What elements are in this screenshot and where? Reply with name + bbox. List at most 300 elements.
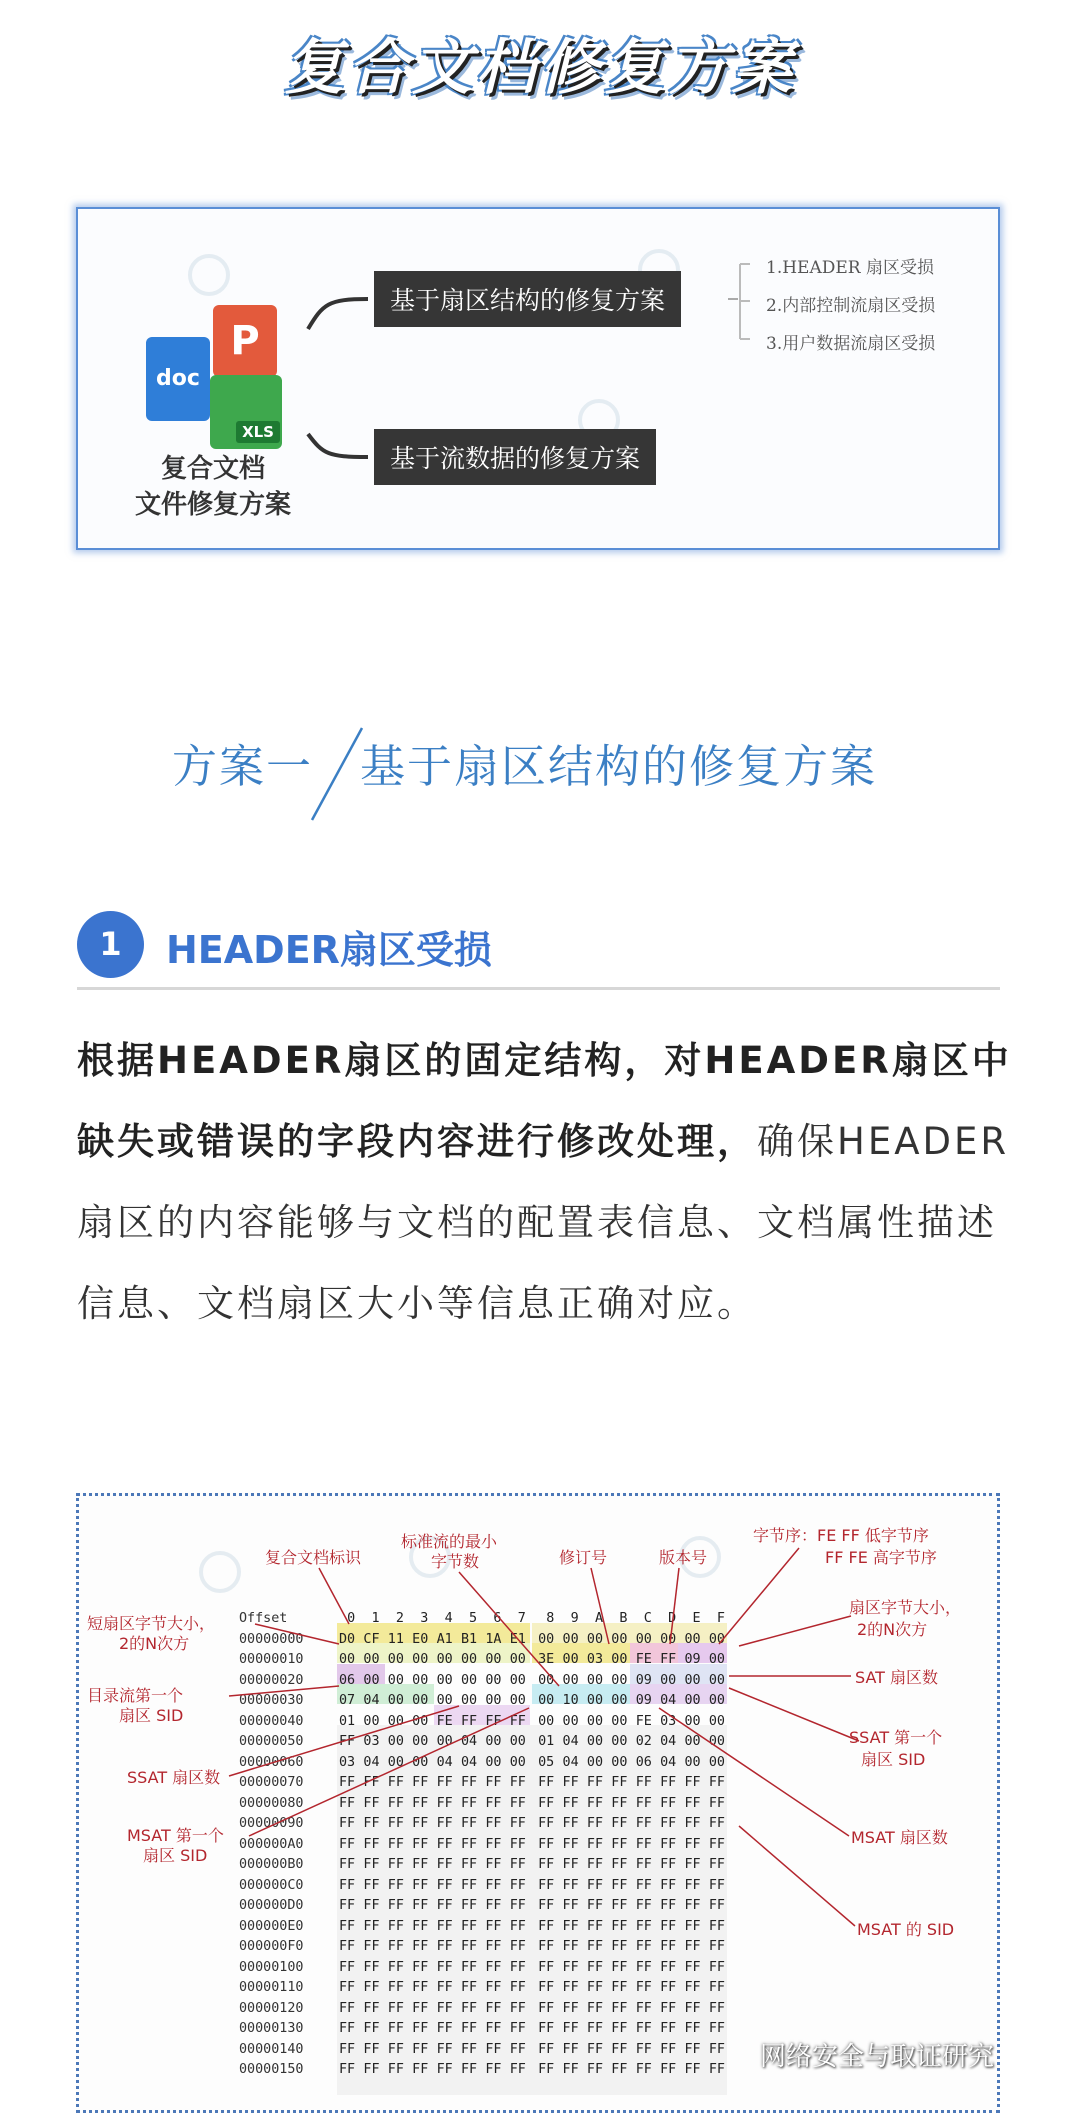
hex-byte: 03 (660, 1713, 677, 1729)
hex-byte: FF (387, 2021, 404, 2036)
annot-dir-first1: 目录流第一个 (87, 1686, 184, 1705)
hex-byte: FF (538, 1775, 555, 1790)
hex-byte: FF (611, 1795, 628, 1811)
hex-byte: 00 (708, 1754, 725, 1770)
hex-col-header: 9 (570, 1611, 579, 1626)
hex-byte: FF (708, 1898, 725, 1913)
hex-byte: FF (387, 1775, 404, 1790)
hex-byte: FF (708, 2000, 725, 2016)
paragraph-bold-part: 根据HEADER扇区的固定结构，对HEADER扇区中缺失或错误的字段内容进行修改处理， (77, 1039, 1012, 1163)
hex-byte: FF (684, 1775, 701, 1790)
hex-byte: FF (339, 2041, 356, 2057)
hex-byte: FF (460, 1918, 478, 1934)
hex-byte: FF (509, 1816, 526, 1831)
annot-min-std-stream2: 字节数 (431, 1552, 480, 1571)
hex-byte: FF (460, 1980, 478, 1995)
hex-byte: FF (509, 1939, 526, 1954)
banner-title: 复合文档修复方案 (284, 33, 796, 103)
hex-offset: 00000150 (239, 2062, 304, 2077)
hex-byte: 00 (708, 1734, 725, 1749)
hex-byte: FF (611, 1816, 628, 1831)
hex-byte: FF (708, 1836, 725, 1852)
hex-byte: FF (339, 1795, 356, 1811)
step-number-badge: 1 (77, 911, 144, 978)
hex-byte: FF (538, 2062, 555, 2077)
hex-byte: FF (586, 1795, 604, 1811)
hex-byte: FF (509, 1836, 526, 1852)
hex-byte: 00 (485, 1672, 502, 1688)
hex-byte: 00 (586, 1672, 604, 1688)
hex-byte: FF (509, 1713, 526, 1729)
hex-byte: FF (611, 2062, 628, 2077)
hex-byte: FF (611, 1877, 628, 1893)
hex-offset: 000000B0 (239, 1857, 304, 1872)
hex-byte: FF (387, 1857, 404, 1872)
hex-byte: FF (460, 1877, 478, 1893)
hex-byte: FF (485, 1836, 502, 1852)
hex-byte: 06 (635, 1754, 652, 1770)
hex-byte: FF (708, 2021, 725, 2036)
hex-byte: FF (635, 2062, 652, 2077)
hex-byte: 00 (412, 1693, 429, 1708)
hex-byte: FF (436, 1980, 453, 1995)
hex-byte: 00 (562, 1713, 579, 1729)
hex-byte: FF (436, 1959, 453, 1975)
hex-byte: 00 (387, 1754, 404, 1770)
hex-byte: FF (460, 2062, 478, 2077)
hex-byte: FF (387, 1980, 404, 1995)
hex-byte: FF (611, 2021, 628, 2036)
hex-byte: FF (708, 1795, 725, 1811)
hex-byte: FF (660, 1816, 677, 1831)
hex-byte: FF (485, 1816, 502, 1831)
hex-byte: FF (509, 2041, 526, 2057)
hex-col-header: 7 (517, 1611, 526, 1626)
hex-byte: 00 (586, 1734, 604, 1749)
hex-byte: FF (635, 1980, 652, 1995)
hex-byte: FF (485, 1939, 502, 1954)
hex-col-header: 2 (395, 1611, 404, 1626)
hex-byte: 00 (436, 1734, 453, 1749)
hex-byte: FF (684, 1918, 701, 1934)
hex-byte: FF (509, 2021, 526, 2036)
hex-col-header: D (668, 1611, 677, 1626)
hex-byte: 00 (611, 1672, 628, 1688)
hex-byte: FF (538, 1980, 555, 1995)
hex-byte: FF (538, 1836, 555, 1852)
hex-byte: FF (562, 1836, 579, 1852)
hex-byte: FF (660, 1795, 677, 1811)
hex-byte: 00 (436, 1652, 453, 1667)
hex-byte: 00 (387, 1734, 404, 1749)
hex-byte: FF (339, 1857, 356, 1872)
hex-offset: 00000130 (239, 2021, 304, 2036)
hex-byte: 09 (635, 1693, 652, 1708)
hex-byte: 00 (412, 1734, 429, 1749)
hex-offset: 00000090 (239, 1816, 304, 1831)
hex-byte: FF (635, 1836, 652, 1852)
hex-byte: FF (586, 1877, 604, 1893)
hex-byte: FF (660, 1877, 677, 1893)
annot-msat-first1: MSAT 第一个 (127, 1826, 224, 1845)
hex-byte: FF (562, 2041, 579, 2057)
hex-byte: FF (586, 1959, 604, 1975)
hex-byte: FF (460, 1816, 478, 1831)
hex-offset: 00000020 (239, 1672, 304, 1688)
hex-byte: 00 (684, 1754, 701, 1770)
hex-byte: FF (538, 2000, 555, 2016)
hex-col-header: B (619, 1611, 628, 1626)
annot-sector-size2: 2的N次方 (857, 1620, 928, 1639)
hex-byte: FF (363, 1898, 380, 1913)
hex-byte: FF (436, 2021, 453, 2036)
hex-byte: 00 (485, 1693, 502, 1708)
hex-byte: 04 (660, 1754, 677, 1770)
hex-offset: 00000040 (239, 1713, 304, 1729)
hex-byte: FF (485, 2021, 502, 2036)
hex-byte: 00 (509, 1734, 526, 1749)
hex-byte: FF (509, 1795, 526, 1811)
hex-byte: 00 (339, 1652, 356, 1667)
hex-byte: FF (660, 2062, 677, 2077)
hex-byte: FF (660, 1939, 677, 1954)
hex-byte: FF (538, 1939, 555, 1954)
hex-byte: FF (635, 1918, 652, 1934)
hex-byte: FE (635, 1713, 652, 1729)
hex-byte: FF (339, 1959, 356, 1975)
hex-byte: FF (509, 1918, 526, 1934)
hex-byte: FF (460, 1775, 478, 1790)
hex-byte: FF (611, 1836, 628, 1852)
hex-byte: 00 (485, 1754, 502, 1770)
hex-byte: FF (562, 1918, 579, 1934)
hex-offset: 000000A0 (239, 1836, 304, 1852)
hex-byte: FF (363, 1775, 380, 1790)
hex-byte: FF (562, 1775, 579, 1790)
hex-byte: FF (485, 1775, 502, 1790)
hex-byte: FF (436, 1836, 453, 1852)
annot-ssat-first2: 扇区 SID (861, 1750, 926, 1769)
hex-byte: FF (339, 2062, 356, 2077)
hex-byte: FF (684, 1959, 701, 1975)
hex-byte: FF (586, 1939, 604, 1954)
hex-byte: 09 (684, 1652, 701, 1667)
hex-byte: FF (436, 1795, 453, 1811)
hex-byte: FF (538, 1857, 555, 1872)
hex-byte: FF (485, 1857, 502, 1872)
hex-byte: FF (684, 1877, 701, 1893)
hex-offset: 000000F0 (239, 1939, 304, 1954)
annot-sat-count: SAT 扇区数 (855, 1668, 939, 1687)
hex-byte: D0 (339, 1631, 356, 1647)
hex-byte: FF (538, 2041, 555, 2057)
hex-byte: FF (339, 2000, 356, 2016)
hex-byte: FF (509, 1980, 526, 1995)
hex-byte: FF (339, 2021, 356, 2036)
hex-offset-header: Offset (239, 1611, 288, 1626)
hex-byte: FF (708, 1857, 725, 1872)
hex-byte: FF (412, 1959, 429, 1975)
sub-item-header: 1.HEADER 扇区受损 (766, 258, 934, 278)
hex-byte: 00 (562, 1631, 579, 1647)
hex-byte: FF (412, 1775, 429, 1790)
hex-byte: FF (363, 1836, 380, 1852)
hex-byte: FF (363, 2041, 380, 2057)
hex-byte: FF (635, 1877, 652, 1893)
hex-byte: FF (387, 1816, 404, 1831)
hex-byte: FF (708, 1959, 725, 1975)
hex-byte: FF (363, 2021, 380, 2036)
hex-byte: FF (387, 2000, 404, 2016)
hex-byte: FF (684, 2021, 701, 2036)
hex-byte: FF (485, 2062, 502, 2077)
hex-byte: E1 (509, 1631, 526, 1647)
hex-byte: FF (660, 2000, 677, 2016)
excel-icon (210, 375, 282, 449)
hex-byte: A1 (436, 1631, 453, 1647)
hex-byte: FF (684, 1836, 701, 1852)
hex-offset: 000000C0 (239, 1877, 304, 1893)
hex-byte: FF (684, 2041, 701, 2057)
hex-byte: FF (509, 1877, 526, 1893)
hex-byte: FF (339, 1734, 356, 1749)
hex-byte: FF (363, 2062, 380, 2077)
hex-byte: FF (586, 1816, 604, 1831)
section-label: 方案一 (172, 740, 314, 793)
hex-byte: FF (538, 1918, 555, 1934)
hex-byte: FF (660, 1980, 677, 1995)
hex-byte: 00 (611, 1652, 628, 1667)
hex-offset: 00000080 (239, 1795, 304, 1811)
hex-byte: FF (460, 2000, 478, 2016)
hex-byte: 00 (611, 1734, 628, 1749)
hex-byte: FF (611, 2000, 628, 2016)
hex-byte: FF (485, 1877, 502, 1893)
hex-byte: FF (339, 1939, 356, 1954)
hex-byte: FF (436, 1857, 453, 1872)
hex-byte: FF (485, 2041, 502, 2057)
annot-byte-order2: FF FE 高字节序 (825, 1548, 937, 1567)
mindmap-diagram (76, 207, 1000, 550)
annot-compound-sig: 复合文档标识 (265, 1548, 362, 1567)
hex-byte: 00 (635, 1631, 652, 1647)
hex-byte: FF (586, 1898, 604, 1913)
hex-byte: FE (436, 1713, 453, 1729)
hex-byte: 00 (363, 1672, 380, 1688)
hex-byte: 02 (635, 1734, 652, 1749)
hex-byte: 00 (412, 1672, 429, 1688)
subheading-divider (77, 987, 1000, 990)
hex-byte: FF (708, 1775, 725, 1790)
hex-byte: FF (436, 1816, 453, 1831)
hex-offset: 00000110 (239, 1980, 304, 1995)
hex-byte: FF (684, 1795, 701, 1811)
hex-offset: 00000050 (239, 1734, 304, 1749)
hex-byte: FF (586, 2021, 604, 2036)
annot-short-sector2: 2的N次方 (119, 1634, 190, 1653)
hex-byte: FF (635, 2021, 652, 2036)
hex-col-header: 5 (469, 1611, 478, 1626)
hex-byte: FF (387, 1918, 404, 1934)
hex-byte: FF (460, 1795, 478, 1811)
hex-byte: FF (635, 1775, 652, 1790)
hex-byte: FF (460, 1857, 478, 1872)
hex-byte: FF (708, 2041, 725, 2057)
hex-byte: FF (586, 1980, 604, 1995)
hex-byte: FF (485, 2000, 502, 2016)
sub-item-control-stream: 2.内部控制流扇区受损 (766, 296, 936, 316)
hex-byte: 00 (708, 1693, 725, 1708)
annot-dir-first2: 扇区 SID (119, 1706, 184, 1725)
hex-byte: FF (387, 1898, 404, 1913)
word-doc-icon: doc (146, 337, 210, 421)
hex-byte: FF (635, 1795, 652, 1811)
hex-byte: FF (562, 1898, 579, 1913)
hex-byte: 00 (509, 1754, 526, 1770)
hex-offset: 00000120 (239, 2000, 304, 2016)
hex-byte: FF (363, 1795, 380, 1811)
hex-byte: 00 (660, 1672, 677, 1688)
hex-byte: FF (412, 2041, 429, 2057)
hex-byte: 00 (586, 1754, 604, 1770)
hex-byte: FF (708, 2062, 725, 2077)
hex-byte: FF (611, 2041, 628, 2057)
hex-byte: FF (509, 2000, 526, 2016)
hex-byte: FF (562, 1939, 579, 1954)
hex-byte: 00 (708, 1652, 725, 1667)
hex-byte: FF (412, 1918, 429, 1934)
hex-byte: 00 (611, 1631, 628, 1647)
annot-byte-order: 字节序：FE FF 低字节序 (753, 1526, 929, 1545)
hex-byte: FF (339, 1980, 356, 1995)
hex-byte: FF (339, 1816, 356, 1831)
hex-byte: FF (485, 1898, 502, 1913)
hex-byte: 04 (460, 1754, 478, 1770)
hex-byte: FF (708, 1877, 725, 1893)
hex-byte: FF (586, 2041, 604, 2057)
hex-byte: 00 (509, 1693, 526, 1708)
hex-byte: FF (562, 1980, 579, 1995)
hex-byte: FF (460, 1939, 478, 1954)
hex-byte: FF (684, 1857, 701, 1872)
hex-byte: 00 (387, 1652, 404, 1667)
hex-byte: FF (412, 1877, 429, 1893)
hex-byte: FF (586, 1918, 604, 1934)
hex-byte: FF (363, 1959, 380, 1975)
hex-byte: 00 (538, 1713, 555, 1729)
hex-byte: 00 (708, 1713, 725, 1729)
hex-byte: FF (363, 1877, 380, 1893)
hex-byte: FF (436, 2000, 453, 2016)
hex-byte: FF (412, 2062, 429, 2077)
hex-byte: FF (586, 2000, 604, 2016)
hex-byte: FF (562, 1857, 579, 1872)
hex-byte: FF (412, 1816, 429, 1831)
hex-byte: 00 (509, 1672, 526, 1688)
hex-byte: FF (586, 1775, 604, 1790)
hex-byte: FE (635, 1652, 652, 1667)
hex-byte: FF (562, 2000, 579, 2016)
hex-byte: 04 (660, 1734, 677, 1749)
hex-byte: FF (635, 1898, 652, 1913)
hex-byte: 00 (412, 1713, 429, 1729)
hex-byte: 00 (509, 1652, 526, 1667)
hex-byte: FF (538, 1795, 555, 1811)
hex-byte: FF (436, 2062, 453, 2077)
hex-byte: 00 (586, 1631, 604, 1647)
hex-byte: FF (635, 1939, 652, 1954)
hex-byte: FF (708, 1939, 725, 1954)
hex-col-header: 3 (420, 1611, 429, 1626)
hex-byte: B1 (460, 1631, 478, 1647)
hex-byte: FF (611, 1775, 628, 1790)
hex-byte: 00 (708, 1631, 725, 1647)
hex-byte: 00 (538, 1672, 555, 1688)
hex-byte: 00 (562, 1672, 579, 1688)
hex-byte: FF (363, 1939, 380, 1954)
hex-byte: FF (412, 1795, 429, 1811)
hex-byte: FF (412, 2000, 429, 2016)
hex-byte: FF (436, 1939, 453, 1954)
hex-byte: 00 (387, 1672, 404, 1688)
hex-byte: FF (611, 1918, 628, 1934)
hex-byte: FF (562, 1795, 579, 1811)
hex-byte: FF (387, 1836, 404, 1852)
branch-sector-structure: 基于扇区结构的修复方案 (374, 271, 681, 327)
hex-byte: FF (339, 1898, 356, 1913)
hex-byte: FF (436, 1898, 453, 1913)
hex-byte: FF (485, 1918, 502, 1934)
paragraph-normal-part: 确保HEADER扇区的内容能够与文档的配置表信息、文档属性描述信息、文档扇区大小等信息正确对应。 (77, 1120, 1010, 1325)
annot-version: 版本号 (659, 1548, 708, 1567)
hex-offset: 00000000 (239, 1631, 304, 1647)
hex-byte: 01 (538, 1734, 555, 1749)
hex-byte: FF (412, 2021, 429, 2036)
annot-sector-size1: 扇区字节大小， (849, 1598, 962, 1617)
hex-byte: FF (660, 1857, 677, 1872)
hex-structure-figure (76, 1493, 1000, 2113)
subheading-title: HEADER扇区受损 (166, 928, 492, 972)
hex-byte: 00 (538, 1631, 555, 1647)
hex-byte: 00 (684, 1693, 701, 1708)
hex-byte: FF (387, 1795, 404, 1811)
center-line-2: 文件修复方案 (134, 490, 291, 520)
hex-byte: 00 (485, 1652, 502, 1667)
hex-byte: 00 (611, 1754, 628, 1770)
hex-byte: FF (460, 2021, 478, 2036)
hex-byte: FF (509, 1898, 526, 1913)
hex-byte: FF (538, 1898, 555, 1913)
hex-byte: FF (436, 1775, 453, 1790)
hex-byte: FF (509, 2062, 526, 2077)
hex-byte: 00 (586, 1713, 604, 1729)
hex-byte: FF (562, 2021, 579, 2036)
hex-byte: 10 (562, 1693, 579, 1708)
hex-byte: FF (339, 1918, 356, 1934)
section-header (0, 720, 1080, 830)
hex-byte: FF (684, 1898, 701, 1913)
hex-byte: FF (485, 1980, 502, 1995)
hex-byte: 05 (538, 1754, 555, 1770)
hex-col-header: E (692, 1611, 701, 1626)
hex-byte: 00 (412, 1754, 429, 1770)
hex-byte: 00 (387, 1693, 404, 1708)
center-line-1: 复合文档 (160, 454, 265, 484)
hex-byte: FF (660, 1775, 677, 1790)
hex-byte: FF (412, 1857, 429, 1872)
hex-byte: FF (635, 1816, 652, 1831)
hex-byte: 00 (562, 1652, 579, 1667)
